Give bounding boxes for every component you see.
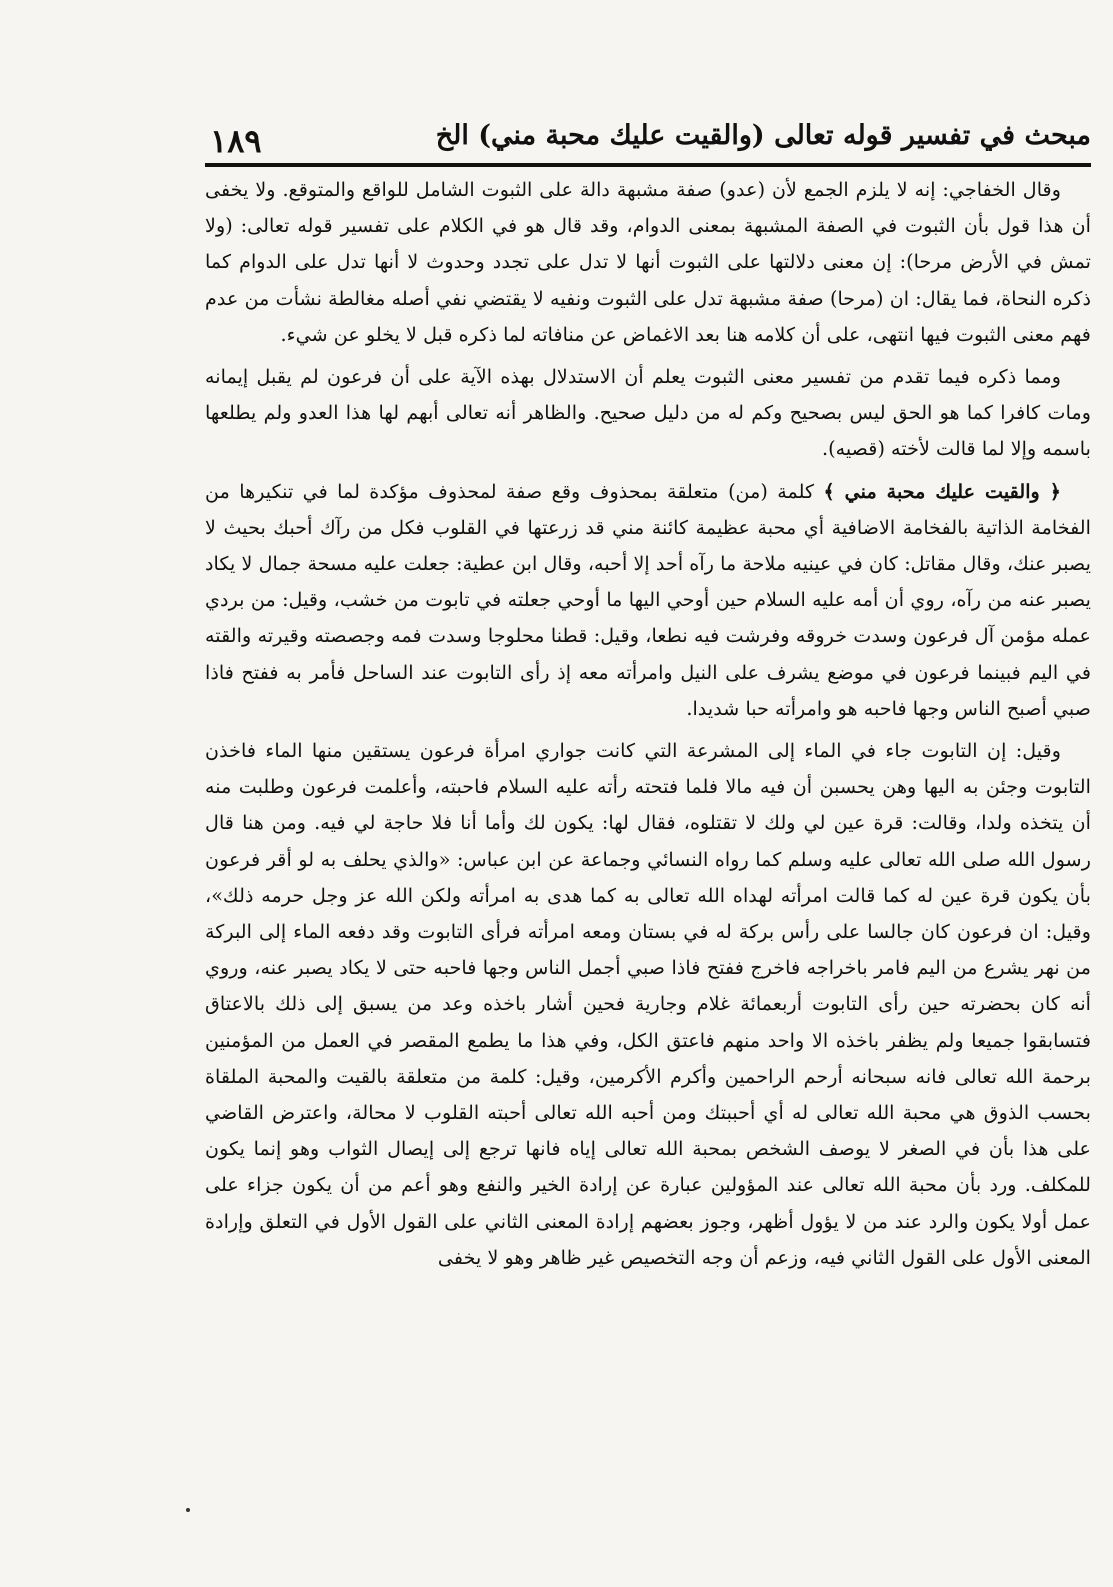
paragraph [205,172,1091,353]
paragraph-text: كلمة (من) متعلقة بمحذوف وقع صفة لمحذوف مؤكدة لما في تنكيرها من الفخامة الذاتية بالفخامة الاضافية أي محبة عظيمة كائنة مني قد زرعتها في القلوب فكل من رآك أحبك بحيث لا يصبر عنك، وقال مقاتل: كان في عينيه ملاحة ما رآه أحد إلا أحبه، وقال ابن عطية: جعلت عليه مسحة جمال لا يكاد يصبر عنه من رآه، روي أن أمه عليه السلام حين أوحي اليها ما أوحي جعلته في تابوت من خشب، وقيل: من بردي عمله مؤمن آل فرعون وسدت خروقه وفرشت فيه نطعا، وقيل: قطنا محلوجا وسدت فمه وجصصته وقيرته والقته في اليم فبينما فرعون في موضع يشرف على النيل وامرأته معه إذ رأى التابوت عند الساحل فأمر به ففتح فاذا صبي أصبح الناس وجها فاحبه هو وامرأته حبا شديدا. [205,479,1091,720]
paragraph-text: وقيل: إن التابوت جاء في الماء إلى المشرعة التي كانت جواري امرأة فرعون يستقين منها الماء فاخذن التابوت وجئن به اليها وهن يحسبن أن فيه مالا فلما فتحته رأته عليه السلام فاحبته، وأعلمت فرعون وطلبت منه أن يتخذه ولدا، وقالت: قرة عين لي ولك لا تقتلوه، فقال لها: يكون لك وأما أنا فلا حاجة لي فيه. ومن هنا قال رسول الله صلى الله تعالى عليه وسلم كما رواه النسائي وجماعة عن ابن عباس: «والذي يحلف به لو أقر فرعون بأن يكون قرة عين له كما قالت امرأته لهداه الله تعالى به كما هدى به امرأته ولكن الله عز وجل حرمه ذلك»، وقيل: ان فرعون كان جالسا على رأس بركة له في بستان ومعه امرأته فرأى التابوت وقد دفعه الماء إلى البركة من نهر يشرع من اليم فامر باخراجه فاخرج ففتح فاذا صبي أجمل الناس وجها فاحبه حتى لا يكاد يصبر عنه، وروي أنه كان بحضرته حين رأى التابوت أربعمائة غلام وجارية فحين أشار باخذه وعد من يسبق إلى ذلك بالاعتاق فتسابقوا جميعا ولم يظفر باخذه الا واحد منهم فاعتق الكل، وفي هذا ما يطمع المقصر في العمل من المؤمنين برحمة الله تعالى فانه سبحانه أرحم الراحمين وأكرم الأكرمين، وقيل: كلمة من متعلقة بالقيت والمحبة الملقاة بحسب الذوق هي محبة الله تعالى له أي أحببتك ومن أحبه الله تعالى أحبته القلوب لا محالة، واعترض القاضي على هذا بأن في الصغر لا يوصف الشخص بمحبة الله تعالى إياه فانها ترجع إلى إيصال الثواب وهو إنما يكون للمكلف. ورد بأن محبة الله تعالى عند المؤولين عبارة عن إرادة الخير والنفع وهو أعم من أن يكون جزاء على عمل أولا يكون والرد عند من لا يؤول أظهر، وجوز بعضهم إرادة المعنى الثاني على القول الأول في التعلق وإرادة المعنى الأول على القول الثاني فيه، وزعم أن وجه التخصيص غير ظاهر وهو لا يخفى [205,739,1091,1269]
paragraph [205,359,1091,468]
paragraph [205,733,1091,1276]
quranic-cue: ﴿ والقيت عليك محبة مني ﴾ [823,479,1061,503]
page-header [210,120,1091,166]
header-rule [205,163,1091,167]
paragraph [205,474,1091,727]
running-title: مبحث في تفسير قوله تعالى (والقيت عليك محبة مني) الخ [435,120,1091,151]
paragraph-text: ومما ذكره فيما تقدم من تفسير معنى الثبوت يعلم أن الاستدلال بهذه الآية على أن فرعون لم يقبل إيمانه ومات كافرا كما هو الحق ليس بصحيح وكم له من دليل صحيح. والظاهر أنه تعالى أبهم لها هذا العدو ولم يطلعها باسمه وإلا لما قالت لأخته (قصيه). [205,365,1091,461]
paragraph-text: وقال الخفاجي: إنه لا يلزم الجمع لأن (عدو) صفة مشبهة دالة على الثبوت الشامل للواقع والمتوقع. ولا يخفى أن هذا قول بأن الثبوت في الصفة المشبهة بمعنى الدوام، وقد قال هو في الكلام على تفسير قوله تعالى: (ولا تمش في الأرض مرحا): إن معنى دلالتها على الثبوت أنها لا تدل على تجدد وحدوث لا أنها تدل على الدوام كما ذكره النحاة، فما يقال: ان (مرحا) صفة مشبهة تدل على الثبوت ونفيه لا يقتضي نفي أصله مغالطة نشأت من عدم فهم معنى الثبوت فيها انتهى، على أن كلامه هنا بعد الاغماض عن منافاته لما ذكره قبل لا يخلو عن شيء. [205,178,1091,346]
page-number: ١٨٩ [210,122,262,160]
body-text [205,172,1091,1582]
margin-mark [186,1508,190,1512]
